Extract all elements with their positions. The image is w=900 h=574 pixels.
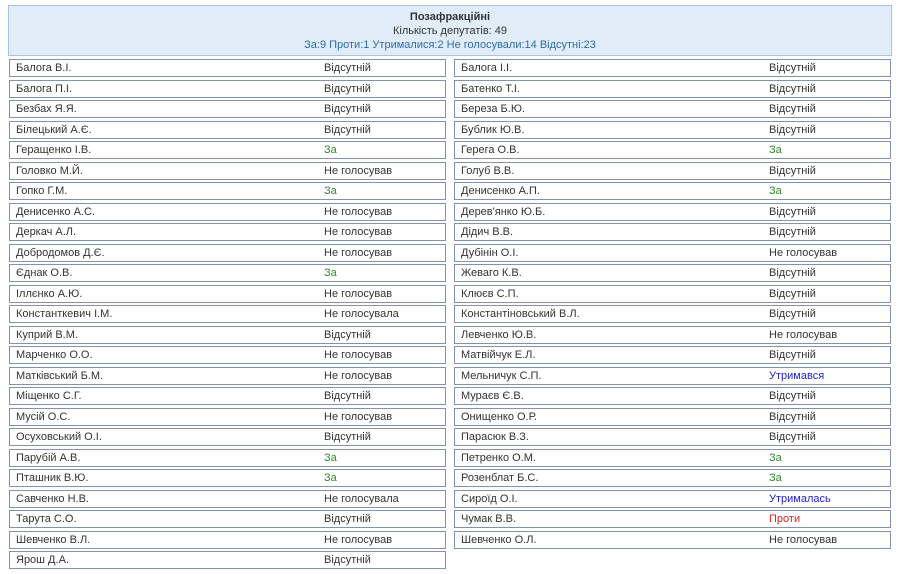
vote-result: Відсутній <box>769 103 816 115</box>
deputy-row <box>454 449 891 467</box>
deputies-column-right <box>454 59 891 551</box>
deputy-row <box>454 469 891 487</box>
vote-result: Відсутній <box>769 308 816 320</box>
deputy-row <box>454 490 891 508</box>
deputy-name: Геращенко І.В. <box>16 144 92 156</box>
vote-result: Відсутній <box>324 82 371 95</box>
deputy-name: Мусій О.С. <box>16 410 71 423</box>
deputy-name: Бублик Ю.В. <box>461 123 525 136</box>
vote-result: Проти <box>769 513 801 525</box>
vote-result: За <box>769 451 782 464</box>
vote-result: Відсутній <box>324 513 371 525</box>
deputy-name: Тарута С.О. <box>16 513 77 525</box>
deputy-row <box>454 162 891 180</box>
deputy-row <box>454 121 891 139</box>
deputy-name: Балога В.І. <box>16 62 72 74</box>
deputy-row <box>9 244 446 262</box>
deputy-row <box>9 531 446 549</box>
deputy-name: Константіновський В.Л. <box>461 308 580 320</box>
vote-result: Не голосував <box>324 349 393 361</box>
vote-result: Відсутній <box>324 390 371 402</box>
vote-result: Відсутній <box>769 410 816 423</box>
deputy-name: Шевченко В.Л. <box>16 533 91 546</box>
deputy-name: Шевченко О.Л. <box>461 533 537 546</box>
vote-result: За <box>324 144 337 156</box>
vote-result: За <box>769 472 782 484</box>
deputy-row <box>454 408 891 426</box>
vote-result: Відсутній <box>769 62 816 74</box>
deputy-row <box>454 285 891 303</box>
deputy-row <box>454 182 891 200</box>
deputy-row <box>454 223 891 241</box>
deputy-row <box>9 326 446 344</box>
deputy-row <box>9 305 446 323</box>
deputies-column-left <box>9 59 446 572</box>
deputy-row <box>9 285 446 303</box>
vote-result: Не голосував <box>769 533 838 546</box>
deputy-name: Єднак О.В. <box>16 267 73 279</box>
deputy-name: Білецький А.Є. <box>16 123 92 136</box>
vote-result: Утрималась <box>769 492 831 505</box>
vote-result: Відсутній <box>769 349 816 361</box>
deputy-name: Головко М.Й. <box>16 164 83 177</box>
deputy-name: Голуб В.В. <box>461 164 515 177</box>
vote-result: За <box>324 185 337 197</box>
vote-result: Відсутній <box>769 267 816 279</box>
deputy-row <box>9 387 446 405</box>
vote-result: Не голосував <box>324 369 393 382</box>
vote-result: Не голосував <box>324 533 393 546</box>
vote-result: За <box>324 267 337 279</box>
deputy-name: Гопко Г.М. <box>16 185 68 197</box>
deputy-row <box>454 510 891 528</box>
deputy-row <box>9 428 446 446</box>
deputy-name: Парасюк В.З. <box>461 431 529 443</box>
deputy-row <box>454 59 891 77</box>
vote-result: Не голосував <box>324 410 393 423</box>
deputy-name: Герега О.В. <box>461 144 520 156</box>
deputy-name: Жеваго К.В. <box>461 267 522 279</box>
deputy-row <box>9 449 446 467</box>
deputy-row <box>454 531 891 549</box>
deputy-name: Дерев'янко Ю.Б. <box>461 205 546 218</box>
deputy-name: Береза Б.Ю. <box>461 103 525 115</box>
deputy-name: Балога П.І. <box>16 82 73 95</box>
vote-result: Не голосував <box>769 246 838 259</box>
deputies-count: Кількість депутатів: 49 <box>392 25 508 37</box>
deputy-name: Денисенко А.П. <box>461 185 540 197</box>
deputy-name: Іллєнко А.Ю. <box>16 287 83 300</box>
vote-result: Не голосував <box>324 164 393 177</box>
deputy-row <box>454 326 891 344</box>
deputy-name: Батенко Т.І. <box>461 82 520 95</box>
vote-result: Відсутній <box>769 82 816 95</box>
deputy-row <box>9 141 446 159</box>
deputy-name: Мураєв Є.В. <box>461 390 524 402</box>
vote-result: Відсутній <box>324 103 371 115</box>
deputy-row <box>9 100 446 118</box>
deputy-name: Сироїд О.І. <box>461 492 518 505</box>
deputy-row <box>9 510 446 528</box>
deputy-row <box>9 223 446 241</box>
deputy-row <box>9 182 446 200</box>
deputy-name: Осуховський О.І. <box>16 431 102 443</box>
vote-result: Не голосував <box>324 205 393 218</box>
vote-result: Відсутній <box>324 123 371 136</box>
vote-result: Відсутній <box>769 205 816 218</box>
vote-result: Відсутній <box>324 328 371 341</box>
deputy-row <box>454 141 891 159</box>
deputy-name: Розенблат Б.С. <box>461 472 539 484</box>
faction-title: Позафракційні <box>409 11 491 23</box>
deputy-row <box>454 346 891 364</box>
deputy-row <box>454 100 891 118</box>
deputy-name: Онищенко О.Р. <box>461 410 537 423</box>
deputy-name: Константкевич І.М. <box>16 308 113 320</box>
deputy-name: Матвійчук Е.Л. <box>461 349 536 361</box>
vote-result: Не голосувала <box>324 492 399 505</box>
deputy-row <box>9 162 446 180</box>
vote-result: Не голосував <box>324 246 393 259</box>
vote-result: За <box>324 472 337 484</box>
deputy-row <box>9 203 446 221</box>
deputy-row <box>454 367 891 385</box>
vote-result: За <box>769 185 782 197</box>
deputy-row <box>454 203 891 221</box>
vote-result: Не голосував <box>324 287 393 300</box>
deputy-name: Марченко О.О. <box>16 349 93 361</box>
vote-result: За <box>769 144 782 156</box>
vote-result: Відсутній <box>769 226 816 238</box>
deputy-row <box>9 490 446 508</box>
deputy-name: Куприй В.М. <box>16 328 78 341</box>
deputy-name: Міщенко С.Г. <box>16 390 82 402</box>
deputy-row <box>454 387 891 405</box>
vote-result: За <box>324 451 337 464</box>
deputy-row <box>9 408 446 426</box>
deputy-row <box>9 469 446 487</box>
deputy-name: Дідич В.В. <box>461 226 514 238</box>
vote-result: Утримався <box>769 369 825 382</box>
vote-result: Відсутній <box>769 390 816 402</box>
deputy-name: Пташник В.Ю. <box>16 472 89 484</box>
deputy-name: Петренко О.М. <box>461 451 536 464</box>
faction-header <box>8 5 892 56</box>
deputy-name: Дубінін О.І. <box>461 246 519 259</box>
deputy-row <box>9 59 446 77</box>
deputy-name: Чумак В.В. <box>461 513 517 525</box>
deputy-row <box>9 80 446 98</box>
vote-summary: За:9 Проти:1 Утрималися:2 Не голосували:14 Відсутні:23 <box>304 39 596 51</box>
deputy-name: Парубій А.В. <box>16 451 81 464</box>
deputy-name: Мельничук С.П. <box>461 369 542 382</box>
deputy-row <box>454 305 891 323</box>
vote-result: Відсутній <box>769 431 816 443</box>
vote-result: Не голосував <box>324 226 393 238</box>
vote-result: Відсутній <box>769 123 816 136</box>
vote-result: Не голосував <box>769 328 838 341</box>
deputy-row <box>9 346 446 364</box>
deputy-name: Добродомов Д.Є. <box>16 246 105 259</box>
deputy-row <box>454 80 891 98</box>
deputy-name: Клюєв С.П. <box>461 287 519 300</box>
deputy-name: Савченко Н.В. <box>16 492 89 505</box>
deputy-row <box>9 121 446 139</box>
deputy-row <box>454 428 891 446</box>
deputy-name: Матківський Б.М. <box>16 369 104 382</box>
deputy-row <box>454 244 891 262</box>
deputy-name: Балога І.І. <box>461 62 513 74</box>
vote-result: Відсутній <box>769 287 816 300</box>
deputy-name: Безбах Я.Я. <box>16 103 77 115</box>
deputy-name: Левченко Ю.В. <box>461 328 537 341</box>
vote-result: Відсутній <box>324 554 371 566</box>
deputy-name: Деркач А.Л. <box>16 226 77 238</box>
deputy-name: Ярош Д.А. <box>16 554 69 566</box>
vote-result: Не голосувала <box>324 308 399 320</box>
deputy-name: Денисенко А.С. <box>16 205 95 218</box>
vote-result: Відсутній <box>324 431 371 443</box>
deputy-row <box>9 264 446 282</box>
deputy-row <box>9 551 446 569</box>
vote-result: Відсутній <box>324 62 371 74</box>
vote-result: Відсутній <box>769 164 816 177</box>
deputy-row <box>454 264 891 282</box>
deputy-row <box>9 367 446 385</box>
